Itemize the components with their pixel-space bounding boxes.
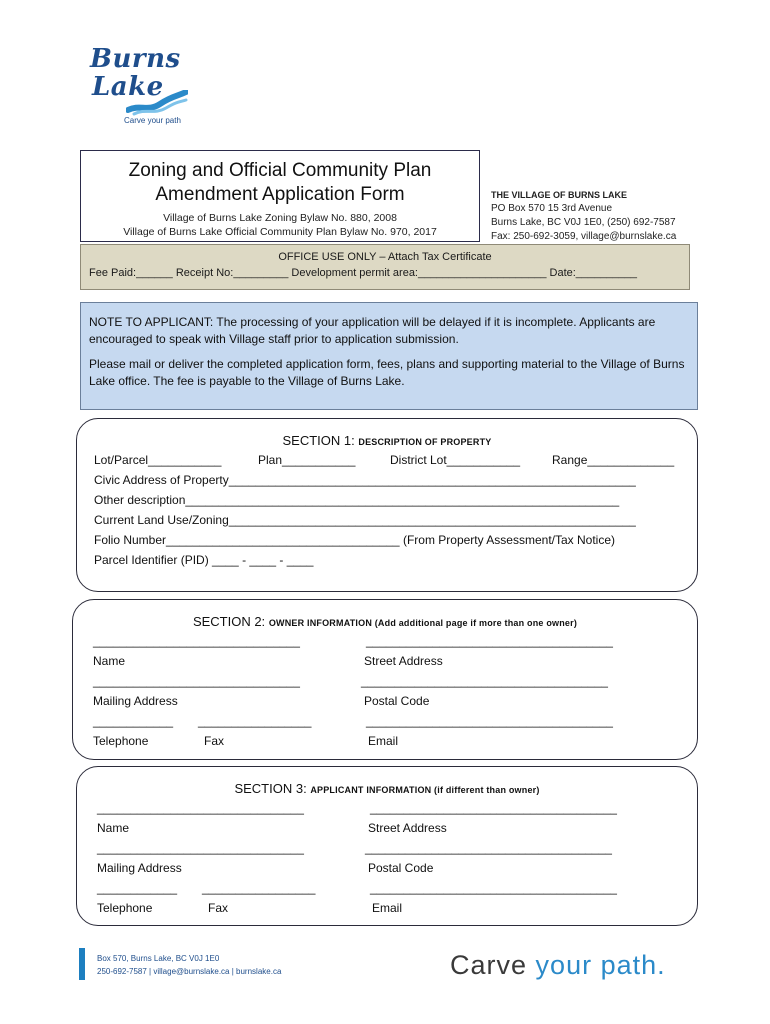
owner-telephone-label: Telephone xyxy=(93,734,149,748)
applicant-postal-field[interactable]: _____________________________________ xyxy=(365,841,612,855)
footer-contact-line: 250-692-7587 | village@burnslake.ca | burnslake.ca xyxy=(97,967,282,976)
city-phone-line: Burns Lake, BC V0J 1E0, (250) 692-7587 xyxy=(491,217,676,228)
range-field[interactable]: Range_____________ xyxy=(552,453,675,467)
burns-lake-logo xyxy=(86,44,196,128)
ocp-bylaw-reference: Village of Burns Lake Official Community Plan Bylaw No. 970, 2017 xyxy=(123,226,437,238)
office-use-heading: OFFICE USE ONLY – Attach Tax Certificate xyxy=(278,251,492,263)
logo-word-burns: Burns xyxy=(90,44,181,74)
district-lot-field[interactable]: District Lot___________ xyxy=(390,453,521,467)
applicant-street-label: Street Address xyxy=(368,821,447,835)
section-1-heading: SECTION 1: DESCRIPTION OF PROPERTY xyxy=(282,433,492,448)
applicant-name-field[interactable]: _______________________________ xyxy=(97,801,304,815)
logo-tagline: Carve your path xyxy=(124,116,181,125)
fax-email-line: Fax: 250-692-3059, village@burnslake.ca xyxy=(491,231,677,242)
owner-name-label: Name xyxy=(93,654,126,668)
applicant-telephone-label: Telephone xyxy=(97,901,153,915)
owner-mailing-field[interactable]: _______________________________ xyxy=(93,674,300,688)
section-2-heading: SECTION 2: OWNER INFORMATION (Add additional page if more than one owner) xyxy=(192,614,578,629)
applicant-postal-label: Postal Code xyxy=(368,861,434,875)
section-3-applicant xyxy=(76,766,698,926)
applicant-street-field[interactable]: _____________________________________ xyxy=(370,801,617,815)
current-land-use-field[interactable]: Current Land Use/Zoning_____________________________________________________________ xyxy=(94,513,636,527)
owner-postal-field[interactable]: _____________________________________ xyxy=(361,674,608,688)
owner-mailing-label: Mailing Address xyxy=(93,694,178,708)
civic-address-field[interactable]: Civic Address of Property_____________________________________________________________ xyxy=(94,473,636,487)
owner-street-label: Street Address xyxy=(364,654,443,668)
plan-field[interactable]: Plan___________ xyxy=(258,453,356,467)
applicant-email-label: Email xyxy=(372,901,403,915)
form-title-box xyxy=(80,150,480,242)
po-box-line: PO Box 570 15 3rd Avenue xyxy=(491,203,613,214)
village-address-block xyxy=(491,188,761,244)
village-name: THE VILLAGE OF BURNS LAKE xyxy=(491,190,628,200)
applicant-name-label: Name xyxy=(97,821,130,835)
logo-river-icon xyxy=(126,90,188,116)
footer-accent-bar xyxy=(79,948,85,980)
pid-field[interactable]: Parcel Identifier (PID) ____ - ____ - ____ xyxy=(94,553,314,567)
logo-word-lake: Lake xyxy=(92,72,164,102)
applicant-mailing-field[interactable]: _______________________________ xyxy=(97,841,304,855)
footer-address xyxy=(97,952,281,978)
note-to-applicant-box xyxy=(80,302,698,410)
applicant-fax-label: Fax xyxy=(208,901,229,915)
applicant-mailing-label: Mailing Address xyxy=(97,861,182,875)
other-description-field[interactable]: Other description_________________________________________________________________ xyxy=(94,493,620,507)
note-paragraph-2: Please mail or deliver the completed application form, fees, plans and supporting material to the Village of Burns Lake office. The fee is payable to the Village of Burns Lake. xyxy=(89,357,685,388)
section-3-heading: SECTION 3: APPLICANT INFORMATION (if different than owner) xyxy=(234,781,540,796)
owner-fax-label: Fax xyxy=(204,734,225,748)
owner-telephone-field[interactable]: ____________ xyxy=(93,714,174,728)
owner-fax-field[interactable]: _________________ xyxy=(198,714,312,728)
footer-box-line: Box 570, Burns Lake, BC V0J 1E0 xyxy=(97,954,220,963)
lot-parcel-field[interactable]: Lot/Parcel___________ xyxy=(94,453,222,467)
office-use-box xyxy=(80,244,690,290)
owner-email-label: Email xyxy=(368,734,399,748)
section-2-owner xyxy=(72,599,698,760)
note-paragraph-1: NOTE TO APPLICANT: The processing of your application will be delayed if it is incomplete. Applicants are encouraged to speak with Village staff prior to application submission. xyxy=(89,315,656,346)
footer-tagline-carve: Carve xyxy=(450,950,528,980)
footer-tagline xyxy=(450,950,666,981)
section-1-property xyxy=(76,418,698,592)
zoning-bylaw-reference: Village of Burns Lake Zoning Bylaw No. 880, 2008 xyxy=(163,212,397,224)
owner-postal-label: Postal Code xyxy=(364,694,430,708)
owner-email-field[interactable]: _____________________________________ xyxy=(366,714,613,728)
office-use-fields: Fee Paid:______ Receipt No:_________ Development permit area:_____________________ Date:__________ xyxy=(89,267,637,279)
owner-name-field[interactable]: _______________________________ xyxy=(93,634,300,648)
form-title-line1: Zoning and Official Community Plan xyxy=(128,160,432,181)
footer-tagline-your-path: your path. xyxy=(535,950,666,980)
folio-number-field[interactable]: Folio Number___________________________________ (From Property Assessment/Tax Notice) xyxy=(94,533,615,547)
applicant-email-field[interactable]: _____________________________________ xyxy=(370,881,617,895)
applicant-telephone-field[interactable]: ____________ xyxy=(97,881,178,895)
applicant-fax-field[interactable]: _________________ xyxy=(202,881,316,895)
form-title-line2: Amendment Application Form xyxy=(155,184,405,205)
owner-street-field[interactable]: _____________________________________ xyxy=(366,634,613,648)
